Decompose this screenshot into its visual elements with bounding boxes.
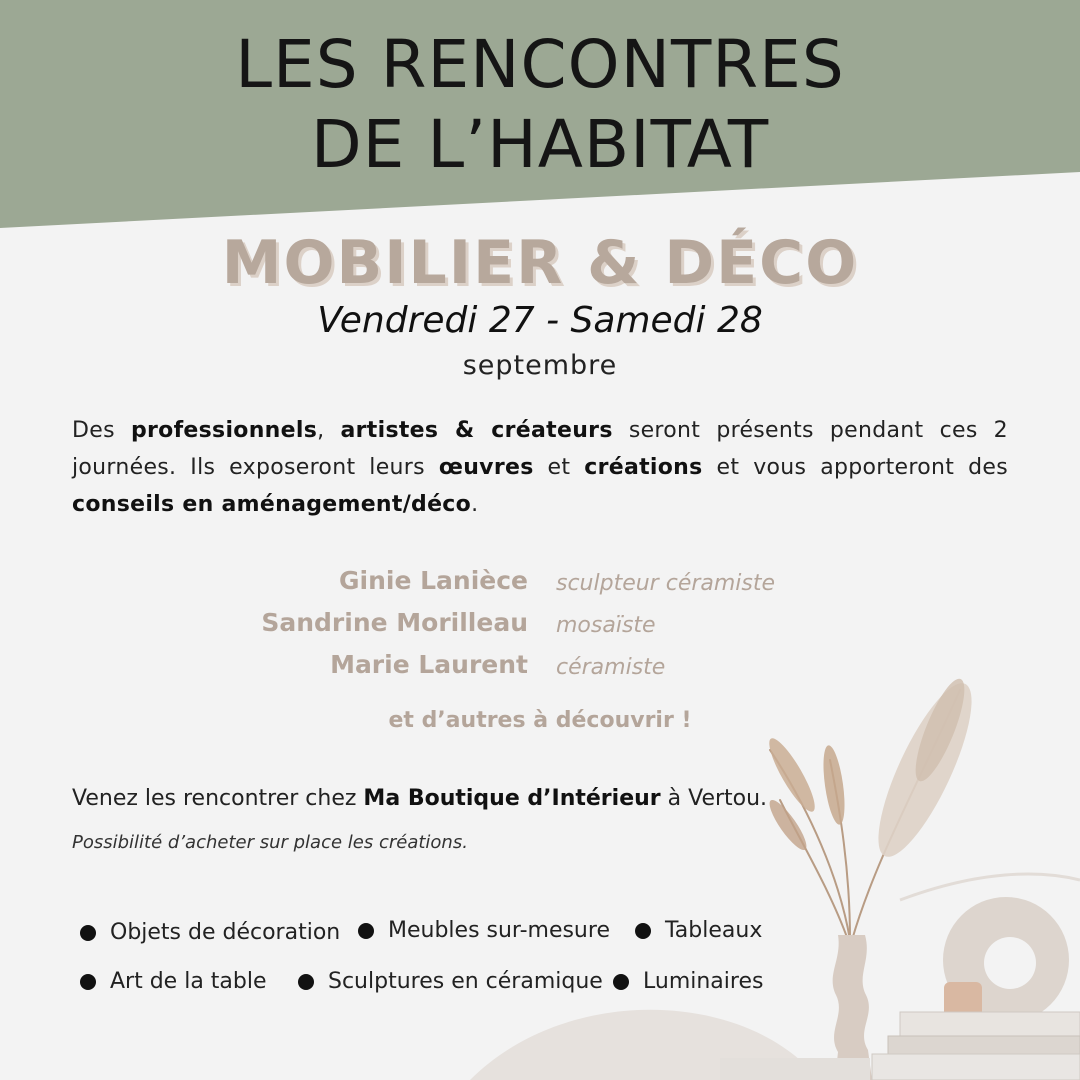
others-to-discover: et d’autres à découvrir !: [388, 708, 692, 733]
title-line-1: LES RENCONTRES: [235, 26, 845, 103]
event-subtitle: MOBILIER & DÉCO: [221, 228, 859, 298]
category-label: Art de la table: [110, 969, 267, 994]
intro-text: Des: [72, 418, 131, 443]
books-stack-icon: [872, 1012, 1080, 1080]
intro-text: seront présents pendant ces 2 journées. Ils exposeront leurs: [72, 418, 1008, 480]
category-label: Tableaux: [665, 918, 763, 943]
artist-name: Sandrine Morilleau: [261, 608, 528, 637]
pampas-plumes: [762, 673, 988, 867]
bullet-dot-icon: [298, 974, 314, 990]
venue-text: à Vertou.: [660, 786, 768, 811]
intro-text: .: [471, 492, 479, 517]
artist-role: céramiste: [556, 655, 666, 680]
event-dates: Vendredi 27 - Samedi 28: [317, 300, 763, 341]
venue-shop-name: Ma Boutique d’Intérieur: [363, 786, 661, 811]
bullet-dot-icon: [635, 923, 651, 939]
intro-bold-conseils: conseils en aménagement/déco: [72, 492, 472, 517]
category-label: Objets de décoration: [110, 920, 341, 945]
artist-role: sculpteur céramiste: [556, 571, 776, 596]
category-label: Meubles sur-mesure: [388, 918, 610, 943]
title-line-2: DE L’HABITAT: [310, 106, 770, 183]
category-item: [298, 969, 603, 994]
artist-name: Ginie Lanièce: [338, 566, 528, 595]
intro-text: et: [533, 455, 585, 480]
intro-text: ,: [317, 418, 341, 443]
category-item: [80, 969, 267, 994]
category-label: Sculptures en céramique: [328, 969, 603, 994]
artist-name: Marie Laurent: [330, 650, 528, 679]
shelf-surface: [720, 1058, 870, 1080]
intro-bold-professionnels: professionnels: [130, 418, 318, 443]
bullet-dot-icon: [80, 925, 96, 941]
purchase-note: Possibilité d’acheter sur place les créations.: [72, 832, 468, 853]
category-item: [358, 918, 610, 943]
venue-text: Venez les rencontrer chez: [72, 786, 364, 811]
event-month: septembre: [462, 350, 618, 381]
intro-bold-oeuvres: œuvres: [438, 455, 534, 480]
category-label: Luminaires: [643, 969, 764, 994]
artist-role: mosaïste: [556, 613, 656, 638]
intro-bold-artistes: artistes & créateurs: [340, 418, 613, 443]
intro-paragraph: [72, 412, 1008, 523]
category-item: [80, 920, 340, 945]
vase-decor-illustration: [700, 660, 1080, 1080]
bullet-dot-icon: [613, 974, 629, 990]
intro-bold-creations: créations: [584, 455, 703, 480]
bullet-dot-icon: [80, 974, 96, 990]
intro-text: et vous apporteront des: [702, 455, 1008, 480]
bullet-dot-icon: [358, 923, 374, 939]
